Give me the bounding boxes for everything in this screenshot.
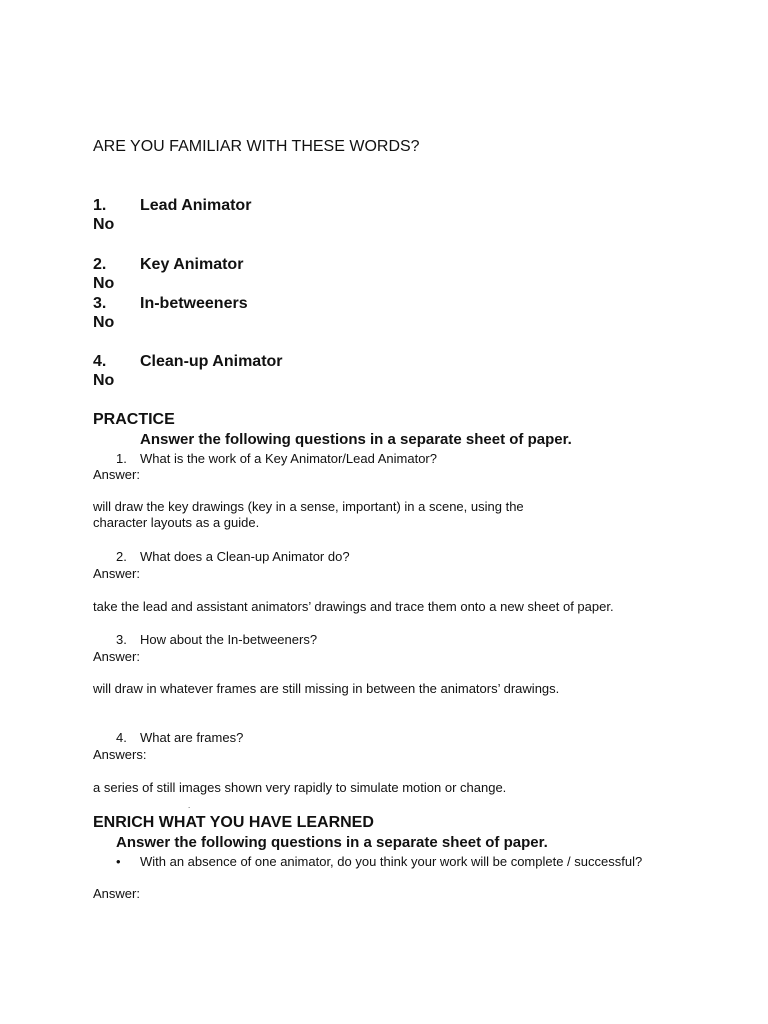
answer-label: Answers: (93, 747, 147, 762)
answer-text: will draw in whatever frames are still missing in between the animators’ drawings. (93, 681, 560, 696)
question-text: How about the In-betweeners? (140, 632, 318, 647)
enrich-instruction: Answer the following questions in a separate sheet of paper. (116, 834, 548, 851)
practice-title: PRACTICE (93, 411, 175, 428)
stray-mark: . (188, 801, 191, 810)
answer-label: Answer: (93, 886, 140, 901)
term-number: 2. (93, 256, 107, 273)
term-label: Key Animator (140, 256, 244, 273)
bullet-icon: • (116, 854, 121, 869)
term-status: No (93, 216, 115, 233)
term-number: 3. (93, 295, 107, 312)
term-number: 1. (93, 197, 107, 214)
question-text: What are frames? (140, 730, 244, 745)
question-text: What is the work of a Key Animator/Lead Animator? (140, 451, 437, 466)
term-status: No (93, 372, 115, 389)
question-number: 2. (116, 549, 127, 564)
term-number: 4. (93, 353, 107, 370)
term-label: Lead Animator (140, 197, 252, 214)
answer-label: Answer: (93, 649, 140, 664)
enrich-title: ENRICH WHAT YOU HAVE LEARNED (93, 814, 374, 831)
question-number: 1. (116, 451, 127, 466)
question-number: 4. (116, 730, 127, 745)
enrich-question: With an absence of one animator, do you think your work will be complete / successful? (140, 854, 643, 869)
answer-text: a series of still images shown very rapidly to simulate motion or change. (93, 780, 507, 795)
term-status: No (93, 314, 115, 331)
term-status: No (93, 275, 115, 292)
answer-label: Answer: (93, 566, 140, 581)
question-number: 3. (116, 632, 127, 647)
term-label: In-betweeners (140, 295, 248, 312)
answer-text: will draw the key drawings (key in a sense, important) in a scene, using the character layouts as a guide. (93, 499, 524, 530)
term-label: Clean-up Animator (140, 353, 283, 370)
practice-instruction: Answer the following questions in a separate sheet of paper. (140, 431, 572, 448)
answer-text: take the lead and assistant animators’ drawings and trace them onto a new sheet of paper. (93, 599, 614, 614)
page-heading: ARE YOU FAMILIAR WITH THESE WORDS? (93, 138, 420, 155)
question-text: What does a Clean-up Animator do? (140, 549, 350, 564)
answer-label: Answer: (93, 467, 140, 482)
